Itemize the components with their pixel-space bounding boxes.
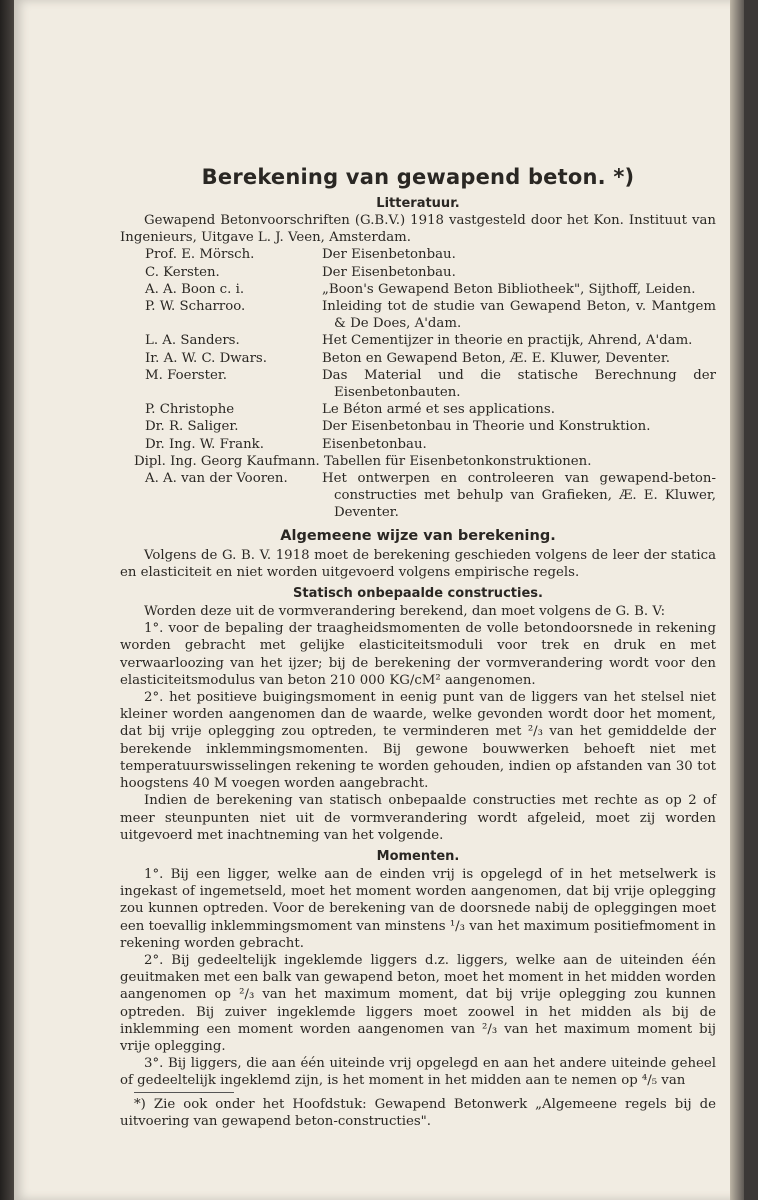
literature-intro: Gewapend Betonvoorschriften (G.B.V.) 1918 vastgesteld door het Kon. Instituut van Ingenieurs, Uitgave L. J. Veen, Amsterdam.	[120, 213, 716, 246]
page-edge	[730, 0, 744, 1200]
footnote-rule	[134, 1092, 234, 1093]
literature-kaufmann: Dipl. Ing. Georg Kaufmann. Tabellen für Eisenbetonkonstruktionen.	[134, 453, 592, 469]
literature-heading: Litteratuur.	[376, 196, 460, 211]
general-text: Volgens de G. B. V. 1918 moet de berekening geschieden volgens de leer der statica en elasticiteit en niet worden uitgevoerd volgens empirische regels.	[120, 547, 716, 580]
literature-author: M. Foerster.	[145, 367, 227, 383]
literature-entry	[120, 298, 716, 332]
static-heading: Statisch onbepaalde constructies.	[293, 586, 543, 602]
page-text	[120, 163, 716, 1130]
literature-entry	[120, 246, 716, 263]
literature-author: Dr. Ing. W. Frank.	[145, 436, 264, 452]
literature-work: Het Cementijzer in theorie en practijk, Ahrend, A'dam.	[322, 333, 693, 349]
literature-author: Dr. R. Saliger.	[145, 419, 239, 435]
literature-work: „Boon's Gewapend Beton Bibliotheek", Sijthoff, Leiden.	[322, 281, 696, 297]
static-paragraph-3: Indien de berekening van statisch onbepaalde constructies met rechte as op 2 of meer steunpunten niet uit de vormverandering wordt afgeleid, moet zij worden uitgevoerd met inachtneming van het volgende.	[120, 793, 716, 843]
literature-entry	[120, 436, 716, 453]
moments-paragraph-3: 3°. Bij liggers, die aan één uiteinde vrij opgelegd en aan het andere uiteinde geheel of gedeeltelijk ingeklemd zijn, is het moment in het midden aan te nemen op ⁴/₅ van	[120, 1056, 716, 1089]
literature-entry	[120, 332, 716, 349]
literature-entry	[120, 367, 716, 401]
literature-author: P. Christophe	[145, 402, 235, 418]
literature-work: Der Eisenbetonbau.	[322, 247, 456, 263]
moments-paragraph-1: 1°. Bij een ligger, welke aan de einden vrij is opgelegd of in het metselwerk is ingekast of ingemetseld, moet het moment worden aangenomen, dat bij vrije oplegging zou kunnen optreden. Voor de berekening van de doorsnede nabij de opleggingen moet een toevallig inklemmingsmoment van minstens ¹/₃ van het maximum positiefmoment in rekening worden gebracht.	[120, 866, 716, 951]
literature-work: Der Eisenbetonbau in Theorie und Konstruktion.	[322, 419, 651, 435]
static-paragraph-1: 1°. voor de bepaling der traagheidsmomenten de volle betondoorsnede in rekening worden gebracht met gelijke elasticiteitsmoduli voor trek en druk en met verwaarloozing van het ijzer; bij de berekening der vormverandering wordt voor den elasticiteitsmodulus van beton 210 000 KG/cM² aangenomen.	[120, 621, 716, 688]
literature-work: Beton en Gewapend Beton, Æ. E. Kluwer, Deventer.	[322, 350, 671, 366]
literature-author: A. A. Boon c. i.	[145, 281, 245, 297]
static-paragraph-2: 2°. het positieve buigingsmoment in eenig punt van de liggers van het stelsel niet kleiner worden aangenomen dan de waarde, welke gevonden wordt door het moment, dat bij vrije oplegging zou optreden, te verminderen met ²/₃ van het gemiddelde der berekende inklemmingsmomenten. Bij gewone bouwwerken behoeft niet met temperatuurswisselingen rekening te worden gehouden, indien op afstanden van 30 tot hoogstens 40 M voegen worden aangebracht.	[120, 690, 716, 792]
literature-work: Der Eisenbetonbau.	[322, 264, 456, 280]
general-heading: Algemeene wijze van berekening.	[280, 527, 556, 544]
literature-work: Eisenbetonbau.	[322, 436, 427, 452]
literature-entry	[120, 281, 716, 298]
literature-work: Das Material und die statische Berechnung der Eisenbetonbauten.	[322, 367, 716, 401]
static-intro: Worden deze uit de vormverandering berekend, dan moet volgens de G. B. V:	[144, 604, 666, 620]
literature-author: C. Kersten.	[145, 264, 220, 280]
literature-entry	[120, 401, 716, 418]
literature-list	[120, 246, 716, 452]
literature-work: Le Béton armé et ses applications.	[322, 402, 555, 418]
literature-entry	[120, 470, 716, 522]
moments-heading: Momenten.	[376, 848, 460, 864]
literature-author: Prof. E. Mörsch.	[145, 247, 255, 263]
literature-work: Het ontwerpen en controleeren van gewapend-beton-constructies met behulp van Grafieken, Æ. E. Kluwer, Deventer.	[322, 471, 716, 521]
moments-paragraph-2: 2°. Bij gedeeltelijk ingeklemde liggers d.z. liggers, welke aan de uiteinden één geuitmaken met een balk van gewapend beton, moet het moment in het midden worden aangenomen op ²/₃ van het maximum moment, dat bij vrije oplegging zou kunnen optreden. Bij zuiver ingeklemde liggers moet zoowel in het midden als bij de inklemming een moment worden aangenomen van ²/₃ van het maximum moment bij vrije oplegging.	[120, 952, 716, 1054]
literature-author: L. A. Sanders.	[145, 333, 240, 349]
literature-work: Inleiding tot de studie van Gewapend Beton, v. Mantgem & De Does, A'dam.	[322, 299, 716, 332]
literature-entry	[120, 418, 716, 435]
literature-author: A. A. van der Vooren.	[145, 471, 288, 487]
page-title: Berekening van gewapend beton. *)	[201, 165, 635, 189]
literature-author: Ir. A. W. C. Dwars.	[145, 350, 267, 366]
literature-entry	[120, 264, 716, 281]
footnote: *) Zie ook onder het Hoofdstuk: Gewapend Betonwerk „Algemeene regels bij de uitvoering van gewapend beton-constructies".	[120, 1096, 716, 1129]
literature-author: P. W. Scharroo.	[145, 299, 246, 315]
literature-entry	[120, 350, 716, 367]
book-binding	[0, 0, 14, 1200]
